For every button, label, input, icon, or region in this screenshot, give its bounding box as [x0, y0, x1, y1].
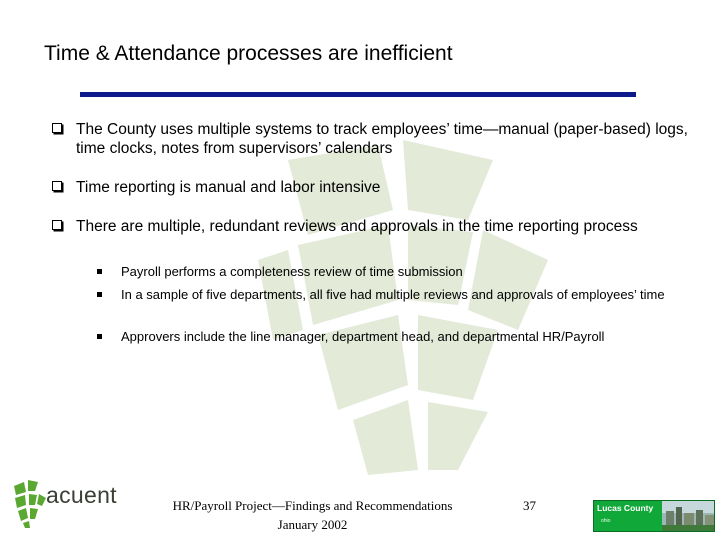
bullet-text: The County uses multiple systems to track employees’ time—manual (paper-based) logs, time clocks, notes from supervisors’ calendars — [76, 121, 688, 157]
footer-project: HR/Payroll Project—Findings and Recommendations — [172, 498, 453, 513]
lucas-county-name: Lucas County — [597, 503, 654, 513]
square-bullet-icon — [97, 269, 102, 274]
acuent-leaf-icon — [10, 478, 48, 528]
lucas-county-tagline: ohio — [601, 518, 611, 524]
bullet-item — [52, 217, 692, 236]
slide-title: Time & Attendance processes are inefficient — [44, 42, 453, 65]
title-divider — [80, 92, 636, 97]
checkbox-bullet-icon — [52, 123, 62, 133]
sub-bullet-item — [97, 264, 667, 280]
acuent-wordmark: acuent — [46, 482, 117, 508]
square-bullet-icon — [97, 292, 102, 297]
page-number: 37 — [523, 498, 536, 513]
checkbox-bullet-icon — [52, 220, 62, 230]
lucas-county-logo — [593, 500, 715, 532]
county-skyline-icon — [662, 501, 714, 531]
footer-caption — [160, 496, 465, 534]
acuent-logo — [10, 478, 120, 528]
sub-bullet-item — [97, 329, 667, 345]
bullet-item — [52, 178, 692, 197]
square-bullet-icon — [97, 334, 102, 339]
sub-bullet-text: Payroll performs a completeness review of time submission — [121, 264, 463, 279]
sub-bullet-item — [97, 287, 667, 303]
checkbox-bullet-icon — [52, 181, 62, 191]
bullet-text: Time reporting is manual and labor intensive — [76, 179, 381, 196]
bullet-text: There are multiple, redundant reviews and approvals in the time reporting process — [76, 218, 638, 235]
footer-date: January 2002 — [277, 517, 348, 532]
bullet-item — [52, 120, 692, 158]
sub-bullet-text: In a sample of five departments, all five had multiple reviews and approvals of employees’ time — [121, 287, 665, 302]
sub-bullet-text: Approvers include the line manager, department head, and departmental HR/Payroll — [121, 329, 605, 344]
